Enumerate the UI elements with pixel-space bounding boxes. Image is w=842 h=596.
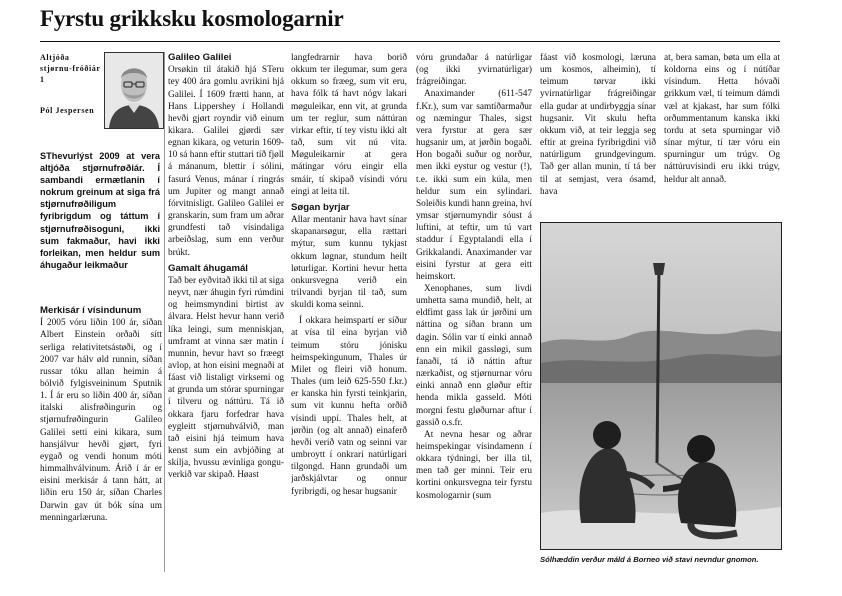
paragraph: At nevna hesar og aðrar heimspekingar vísindamenn í okkara týdningi, ber illa til, men tað ger minni. Teir eru kortini onkursvegna teir fyrstu kosmologarnir (sum bbox=[416, 429, 532, 501]
paragraph: fáast við kosmologi, læruna um kosmos, alheimin), tí teimum tørvar ikki yvirnatúrligar frágreiðingar ella gudar at undirbyggja sínar hugsanir. Vit skulu hefta okkum við, at teir leggja seg eftir at greina fyribrigdini við natúrligum grundgevingum. Tað ger allan munin, tí tá ber til at semjast, vera ósamd, hava bbox=[540, 53, 656, 197]
paragraph: Í okkara heimspartí er síður at vísa til eina byrjan við teimum stóru jónisku heimspekingunum, Thales úr Milet og fleiri við honum. Thales (um leið 625-550 f.kr.) er kanska hin fyrsti teinkjarin, sum vit kunnu hefta orðið vísindi uppí. Thales helt, at jørðin (og alt annað) einaferð hevði verið vatn og seinni var umbroytt í onkrari natúrligari tilgongd. Hann grundaði um jarðskjálvtar og onnur fyribrigdi, og hesar hugsanir bbox=[291, 316, 407, 497]
paragraph: Tað ber eyðvitað ikki til at siga neyvt, nær áhugin fyri rúmdini og heimsmyndini birtist av álvara. Helst hevur hann verið líka leingi, sum menniskjan, umframt at vinna sær matin í munnin, hevur havt so fræegt avlop, at hon eisini megnaði at fáast við listaligt virksemi og at grunda um stórar spurningar í tilveru og náttúru. Tá ið okkara fjaru forfedrar hava eygleitt stjørnuhválvið, man tað eisini hjá teimum hava kenst sum ein avbjóðing at skilja, hvussu ævinliga gongu-verkið var skipað. Høast bbox=[168, 275, 284, 481]
text-column-4 bbox=[416, 52, 532, 572]
title-rule bbox=[40, 41, 780, 42]
paragraph: Allar mentanir hava havt sínar skapanarsøgur, ella rættari mýtur, sum kunnu tykjast okkum løgnar, stundum heilt løturligar. Kortini hevur hetta onkursvegna verið ein trilvandi byrjan til tað, sum skuldi koma seinni. bbox=[291, 215, 407, 311]
column-label: Altjóða stjørnu-fróðiár 1 bbox=[40, 53, 101, 84]
paragraph: Í 2005 vóru liðin 100 ár, síðan Albert Einstein orðaði sítt serliga relativitetsástøði, og í 2007 var hálv øld runnin, síðan russar tóku allan heimin á bólvið fylgisveininum Sputnik 1. Í ár eru so liðin 400 ár, síðan italski alisfrøðingurin og stjørnufrøðingurin Galileo Galilei setti eini kikara, sum hansjálvur hevði gjørt, fyri eygað og vendi honum móti himmalhválvinum. Árið í ár er eisini merkisár á tann hátt, at liðin eru 150 ár, síðan Charles Darwin gav út bók sína um menningarlæruna. bbox=[40, 318, 162, 523]
photo-caption: Sólhæddin verður máld á Borneo við stavi nevndur gnomon. bbox=[540, 555, 759, 564]
article-photo bbox=[540, 222, 782, 550]
section-heading: Søgan byrjar bbox=[291, 201, 350, 213]
text-column-2 bbox=[168, 52, 284, 572]
text-column-6 bbox=[664, 52, 780, 217]
text-column-5 bbox=[540, 52, 656, 217]
text-column-3 bbox=[291, 52, 407, 572]
section-heading: Merkisár í vísindunum bbox=[40, 305, 142, 316]
section-heading: Galileo Galilei bbox=[168, 52, 232, 63]
paragraph: langfedrarnir hava borið okkum ter ilegumar, sum gera okkum so fræeg, sum vit eru, hava fólk tá havt nógv lakari møguleikar, enn vit, at grunda um ter reglur, sum náttúran virkar eftir, tí tey vistu ikki alt tað, sum vit nú vita. Møguleikarnir at gera mátingar vóru eingir ella smáir, tí skipað vísindi vóru eingi at leita til. bbox=[291, 53, 407, 197]
portrait-image bbox=[105, 53, 163, 128]
section-heading: Gamalt áhugamál bbox=[168, 262, 248, 274]
paragraph: Anaximander (611-547 f.Kr.), sum var samtíðarmaður og næmingur Thales, sigst vera fyrstur at gera sær hugsanir um, at jørðin bogaði. Hon bogaði suður og norður, men ikki eystur og vestur (!), t.e. ikki sum ein kúla, men heldur sum ein sylindari. Soleiðis kundi hann greina, hví ymsar stjørnumyndir sóust á luftini, at teftir, um tú vart staddur í Egyptalandi ella í Grikkalandi. Anaximander var eisini fyrstur at gera eitt heimskort. bbox=[416, 89, 532, 282]
author-portrait bbox=[104, 52, 164, 129]
lead-paragraph: SThevurlýst 2009 at vera altjóða stjørnufrøðiár. Í sambandi ermætlanin í nokrum greinum at siga frá stjørnufrøðiligum fyribrigdum og táttum í stjørnufrøðisoguni, ikki sum fakmaður, havi ikki forleikan, men heldur sum áhugaður leikmaður bbox=[40, 151, 160, 270]
column-rule bbox=[164, 52, 165, 572]
paragraph: Orsøkin til átakið hjá STeru tey 400 ára gomlu avrikini hjá Galilei. Í 1609 frætti hann, at Hans Lippershey í Hollandi hevði gjørt royndir við einum kikara. Galilei gjørdi sær egnan kikara, og veturin 1609-10 sá hann eftir stuttari tíð fjøll á mánanum, blettir í sólini, fasurá Venus, mánar í ringrás um Jupiter og mangt annað fórvitnisligt. Galileo Galilei er granskarin, sum fram um aðrar grundfesti tað vísindaliga arbeiðslag, sum enn verður brúkt. bbox=[168, 65, 284, 258]
text-column-1 bbox=[40, 305, 162, 573]
paragraph: vóru grundaðar á natúrligar (og ikki yvirnatúrligar) frágreiðingar. bbox=[416, 53, 532, 88]
gnomon-photo bbox=[541, 223, 781, 549]
paragraph: Xenophanes, sum livdi umhetta sama mundið, helt, at eldfimt gass lak úr jørðini um náttina og síðan brann um dagin. Sólin var tí einki annað enn ein mikil gassløgi, sum fanaði, tá ið náttin aftur nærkaðist, og stjørnurnar vóru einki annað enn gløður eftir henda mikla gasseld. Móti morgni festu gløðurnar aftur í gassið o.s.fr. bbox=[416, 283, 532, 428]
paragraph: at, bera saman, bøta um ella at koldorna eins og í nútíðar vísindum. Hetta hóvaði grikkum væl, tí teimum dámdi væl at kjakast, har sum fólki orðummentanum kanska ikki tordu at seta spurningar við sínar mýtur, tí tær vóru ein spurningur um trúgv. Og náttúruvísindi eru ikki trúgv, heldur alt annað. bbox=[664, 53, 780, 185]
author-name: Pól Jespersen bbox=[40, 106, 95, 115]
page-title: Fyrstu grikksku kosmologarnir bbox=[40, 6, 344, 31]
